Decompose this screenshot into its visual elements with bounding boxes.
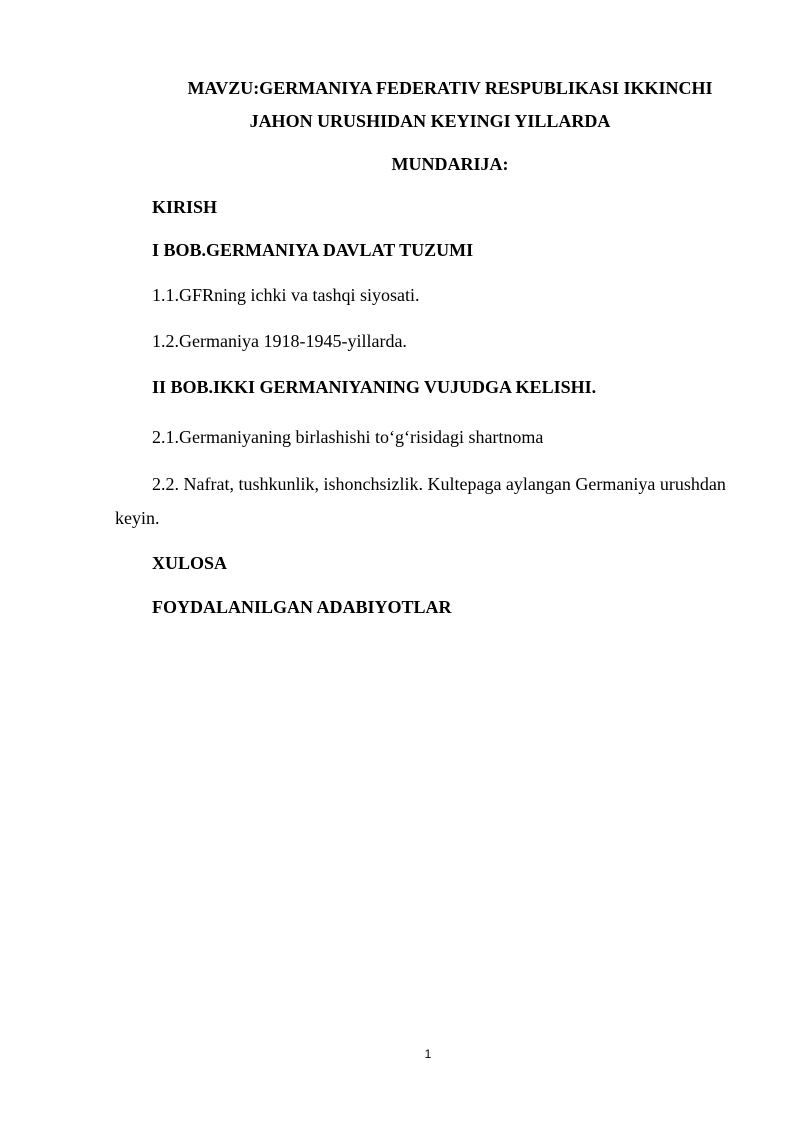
toc-section-1-2: 1.2.Germaniya 1918-1945-yillarda. — [152, 331, 407, 351]
toc-section-1-1: 1.1.GFRning ichki va tashqi siyosati. — [152, 285, 420, 305]
toc-chapter-2: II BOB.IKKI GERMANIYANING VUJUDGA KELISHI. — [152, 377, 597, 397]
toc-references: FOYDALANILGAN ADABIYOTLAR — [152, 597, 452, 617]
toc-section-2-1: 2.1.Germaniyaning birlashishi to‘g‘risidagi shartnoma — [152, 427, 544, 447]
toc-section-2-2-line-2: keyin. — [115, 508, 160, 528]
page-number: 1 — [424, 1047, 432, 1061]
toc-section-2-2-line-1: 2.2. Nafrat, tushkunlik, ishonchsizlik. Kultepaga aylangan Germaniya urushdan — [152, 474, 726, 494]
toc-intro: KIRISH — [152, 197, 218, 217]
toc-chapter-1: I BOB.GERMANIYA DAVLAT TUZUMI — [152, 240, 474, 260]
toc-conclusion: XULOSA — [152, 553, 228, 573]
contents-heading: MUNDARIJA: — [391, 154, 509, 174]
document-title-line-1: MAVZU:GERMANIYA FEDERATIV RESPUBLIKASI IKKINCHI — [187, 78, 713, 98]
document-title-line-2: JAHON URUSHIDAN KEYINGI YILLARDA — [249, 111, 611, 131]
